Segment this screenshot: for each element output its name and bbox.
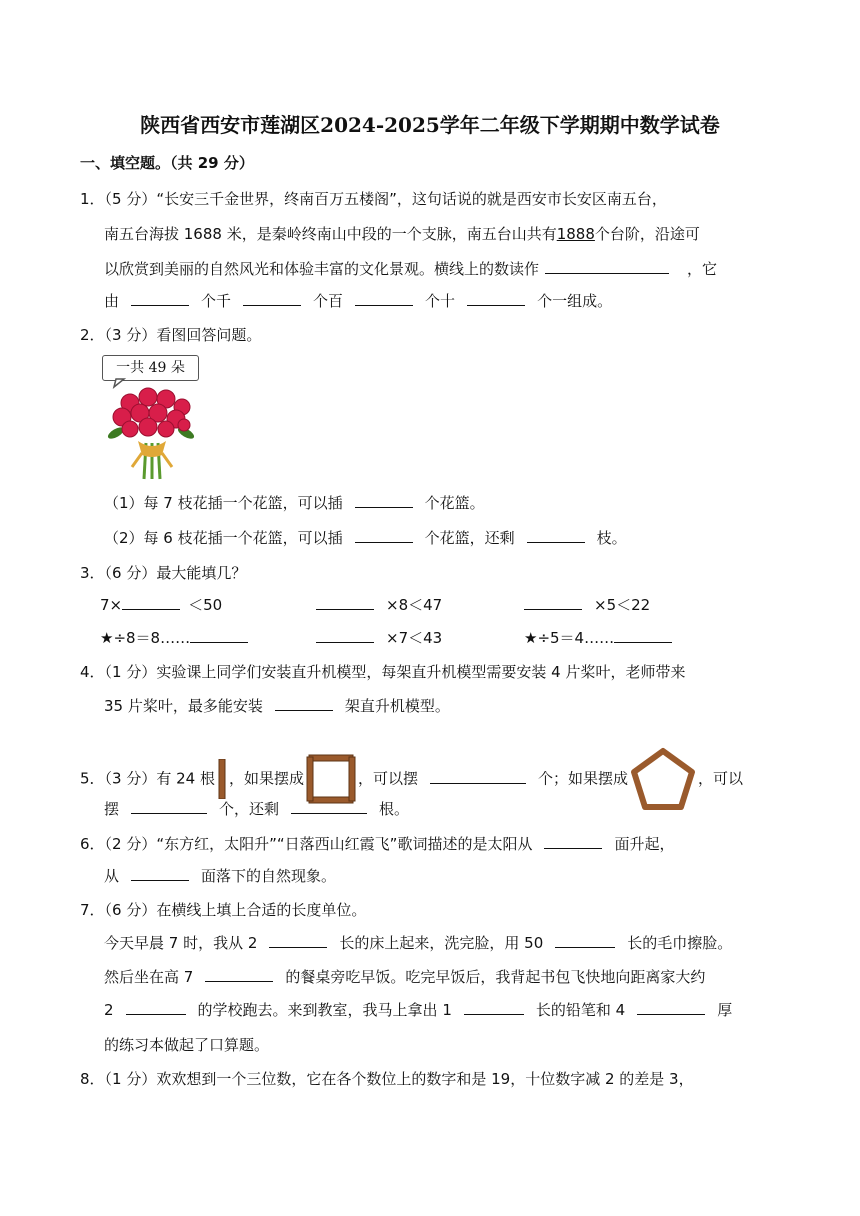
q3-item-f — [524, 628, 672, 648]
q6-line1-text-b: 面升起， — [614, 835, 675, 853]
q5-line1-text-a: 5．（3 分）有 24 根 — [80, 769, 215, 788]
q6-blank-set[interactable] — [131, 866, 189, 881]
q3-item-f-text: ★÷5＝4…… — [524, 629, 615, 647]
q1-line4-text-a: 由 — [104, 292, 120, 310]
q1-line3-text-b: ，它 — [687, 260, 718, 278]
q3-blank-d[interactable] — [190, 628, 248, 643]
q7-line2-text-a: 今天早晨 7 时，我从 2 — [104, 934, 258, 952]
q3-item-b — [316, 595, 442, 615]
q1-line4-text-c: 个百 — [313, 292, 344, 310]
q3-item-d — [100, 628, 248, 648]
q2-sub2-text-a: （2）每 6 枝花插一个花篮，可以插 — [104, 529, 343, 547]
q2-sub2 — [104, 528, 627, 548]
q1-blank-tens[interactable] — [355, 291, 413, 306]
q6-line2-text-b: 面落下的自然现象。 — [201, 867, 337, 885]
q3-blank-c[interactable] — [524, 595, 582, 610]
q3-line1: 3．（6 分）最大能填几？ — [80, 564, 247, 582]
q1-blank-ones[interactable] — [467, 291, 525, 306]
q2-sub2-text-c: 枝。 — [596, 529, 627, 547]
q5-line1-text-b: ，如果摆成 — [228, 769, 304, 788]
q3-blank-a[interactable] — [122, 595, 180, 610]
q1-line4-text-e: 个一组成。 — [537, 292, 613, 310]
q5-line1-text-c: ，可以摆 — [358, 769, 419, 788]
q5-line2 — [104, 799, 409, 819]
q7-blank-bed[interactable] — [269, 933, 327, 948]
q3-item-e — [316, 628, 442, 648]
q3-item-c-text: ×5＜22 — [594, 596, 651, 614]
q7-line3-text-a: 然后坐在高 7 — [104, 968, 194, 986]
section-heading: 一、填空题。（共 29 分） — [80, 154, 254, 172]
q7-line4-text-d: 厚 — [717, 1001, 733, 1019]
q1-blank-thousands[interactable] — [131, 291, 189, 306]
q6-line2-text-a: 从 — [104, 867, 120, 885]
pentagon-matchstick-icon — [630, 747, 696, 811]
speech-bubble: 一共 49 朵 — [102, 355, 199, 381]
q6-line1-text-a: 6．（2 分）“东方红，太阳升”“日落西山红霞飞”歌词描述的是太阳从 — [80, 835, 533, 853]
q3-item-a-text1: 7× — [100, 596, 123, 614]
q5-line2-text-c: 根。 — [379, 800, 410, 818]
q2-sub2-text-b: 个花篮，还剩 — [424, 529, 515, 547]
q4-line1: 4．（1 分）实验课上同学们安装直升机模型，每架直升机模型需要安装 4 片桨叶，老师带来 — [80, 663, 686, 681]
flower-bouquet-image — [102, 355, 202, 483]
page-title: 陕西省西安市莲湖区2024-2025学年二年级下学期期中数学试卷 — [140, 113, 720, 137]
q7-blank-table[interactable] — [205, 967, 273, 982]
q5-blank-squares[interactable] — [430, 769, 526, 784]
q2-sub1-text-b: 个花篮。 — [424, 494, 485, 512]
square-matchstick-icon — [306, 754, 356, 804]
q7-line4-text-a: 2 — [104, 1001, 114, 1019]
q2-blank-remainder[interactable] — [527, 528, 585, 543]
q1-line4-text-d: 个十 — [425, 292, 456, 310]
q8-line1: 8．（1 分）欢欢想到一个三位数，它在各个数位上的数字和是 19，十位数字减 2 的差是 3， — [80, 1070, 694, 1088]
q7-line3 — [104, 967, 705, 987]
q6-line1 — [80, 834, 674, 854]
q5-line1-text-e: ，可以 — [698, 769, 744, 788]
q1-blank-reading[interactable] — [545, 259, 669, 274]
q2-blank-baskets-6[interactable] — [355, 528, 413, 543]
q4-line2-text-a: 35 片桨叶，最多能安装 — [104, 697, 263, 715]
q1-line2-text-b: 个台阶，沿途可 — [594, 225, 700, 243]
q7-blank-towel[interactable] — [555, 933, 615, 948]
q7-blank-school[interactable] — [126, 1000, 186, 1015]
q7-line2-text-b: 长的床上起来，洗完脸，用 50 — [339, 934, 544, 952]
q7-line5: 的练习本做起了口算题。 — [104, 1036, 270, 1054]
q5-line2-text-a: 摆 — [104, 800, 120, 818]
q7-line2-text-c: 长的毛巾擦脸。 — [627, 934, 733, 952]
q4-blank-helicopters[interactable] — [275, 696, 333, 711]
q5-blank-pentagons[interactable] — [131, 799, 207, 814]
q2-line1: 2．（3 分）看图回答问题。 — [80, 326, 262, 344]
q1-line1: 1．（5 分）“长安三千金世界，终南百万五楼阁”，这句话说的就是西安市长安区南五台， — [80, 190, 667, 208]
q6-blank-rise[interactable] — [544, 834, 602, 849]
q1-blank-hundreds[interactable] — [243, 291, 301, 306]
q3-blank-b[interactable] — [316, 595, 374, 610]
q7-line1: 7．（6 分）在横线上填上合适的长度单位。 — [80, 901, 367, 919]
q3-item-a — [100, 595, 222, 615]
q1-line2 — [104, 224, 700, 244]
matchstick-icon — [217, 759, 227, 799]
q5-line1-text-d: 个；如果摆成 — [538, 769, 629, 788]
q7-blank-notebook[interactable] — [637, 1000, 705, 1015]
q1-line4-text-b: 个千 — [201, 292, 232, 310]
q3-item-c — [524, 595, 650, 615]
q3-blank-f[interactable] — [614, 628, 672, 643]
q3-item-a-text2: ＜50 — [188, 596, 223, 614]
q2-sub1-text-a: （1）每 7 枝花插一个花篮，可以插 — [104, 494, 343, 512]
q4-line2-text-b: 架直升机模型。 — [344, 697, 450, 715]
q7-line4 — [104, 1000, 732, 1020]
bouquet-icon — [102, 355, 202, 483]
q3-item-d-text: ★÷8＝8…… — [100, 629, 191, 647]
q3-item-b-text: ×8＜47 — [386, 596, 443, 614]
q1-line3-text-a: 以欣赏到美丽的自然风光和体验丰富的文化景观。横线上的数读作 — [104, 260, 540, 278]
q7-blank-pencil[interactable] — [464, 1000, 524, 1015]
q7-line2 — [104, 933, 732, 953]
q7-line3-text-b: 的餐桌旁吃早饭。吃完早饭后，我背起书包飞快地向距离家大约 — [285, 968, 706, 986]
q4-line2 — [104, 696, 450, 716]
q5-line2-text-b: 个，还剩 — [219, 800, 280, 818]
q7-line4-text-b: 的学校跑去。来到教室，我马上拿出 1 — [197, 1001, 452, 1019]
q3-blank-e[interactable] — [316, 628, 374, 643]
q1-line4 — [104, 291, 612, 311]
q5-blank-leftover[interactable] — [291, 799, 367, 814]
q3-item-e-text: ×7＜43 — [386, 629, 443, 647]
q2-blank-baskets-7[interactable] — [355, 493, 413, 508]
q6-line2 — [104, 866, 336, 886]
q1-line2-text-a: 南五台海拔 1688 米，是秦岭终南山中段的一个支脉，南五台山共有 — [104, 225, 557, 243]
q2-sub1 — [104, 493, 485, 513]
q1-line3 — [104, 259, 717, 279]
q7-line4-text-c: 长的铅笔和 4 — [535, 1001, 626, 1019]
q1-underlined-number: 1888 — [556, 225, 595, 243]
